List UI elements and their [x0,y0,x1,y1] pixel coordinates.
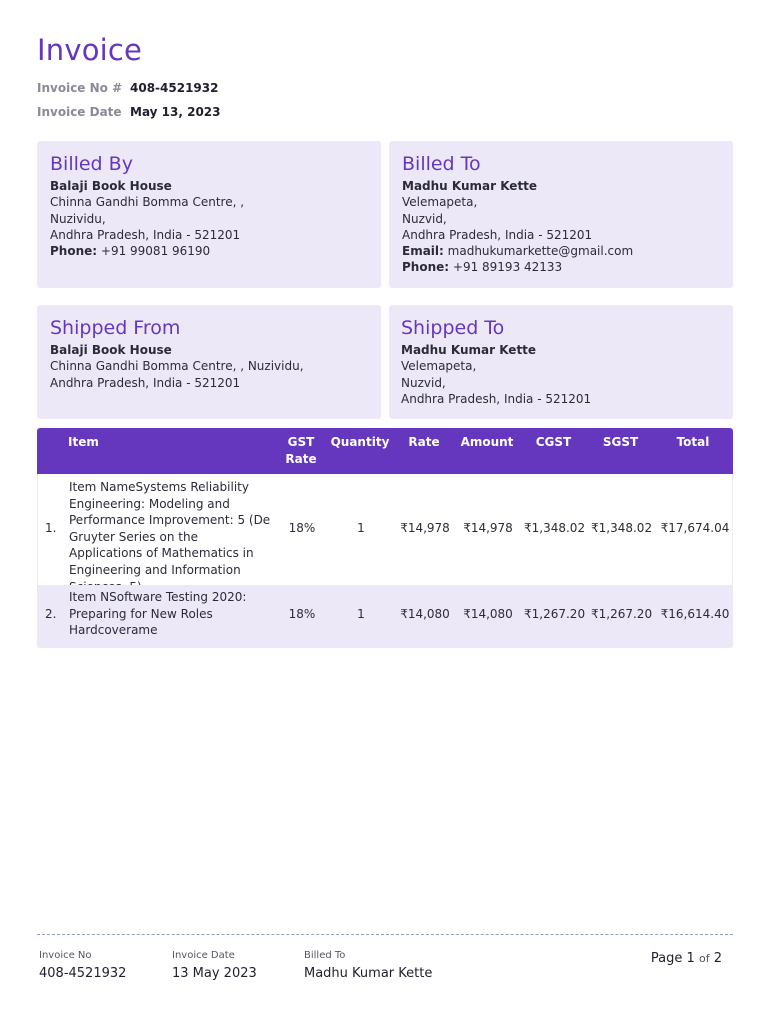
invoice-date-value: May 13, 2023 [130,105,221,119]
header-item: Item [68,435,99,449]
phone-label: Phone: [402,260,450,275]
table-row [37,585,733,648]
header-gst-rate [281,434,321,468]
header-amount: Amount [460,435,514,449]
row-qty: 1 [357,607,365,621]
header-total: Total [676,435,710,449]
email-label: Email: [402,244,444,259]
table-header [37,428,733,474]
row-sgst: ₹1,348.02 [591,521,653,535]
phone-value: +91 99081 96190 [100,244,211,259]
row-amount: ₹14,080 [463,607,513,621]
table-row [37,474,733,585]
shipped-from-card [37,305,381,419]
page-total: 2 [713,951,722,966]
page-indicator [651,951,722,966]
billed-by-address-line: Nuzividu, [50,211,106,226]
billed-by-heading: Billed By [50,153,133,175]
row-amount: ₹14,978 [463,521,513,535]
email-value: madhukumarkette@gmail.com [447,244,634,259]
row-sgst: ₹1,267.20 [591,607,653,621]
items-table [37,428,733,648]
shipped-from-address-line: Chinna Gandhi Bomma Centre, , Nuzividu, [50,359,304,374]
footer-value: 13 May 2023 [172,966,257,981]
shipped-from-heading: Shipped From [50,317,181,339]
header-gst-line: GST [287,435,315,449]
shipped-from-name: Balaji Book House [50,343,172,357]
footer-label: Billed To [304,950,346,961]
row-total: ₹17,674.04 [660,521,730,535]
billed-to-heading: Billed To [402,153,481,175]
invoice-date-label: Invoice Date [37,105,122,119]
billed-to-email [402,243,720,259]
header-rate: Rate [408,435,440,449]
shipped-from-address-line: Andhra Pradesh, India - 521201 [50,375,241,390]
shipped-to-address-line: Velemapeta, [401,359,477,374]
phone-label: Phone: [50,244,98,259]
row-number: 1. [45,521,57,535]
header-sgst: SGST [602,435,639,449]
row-gst: 18% [288,521,316,535]
header-gst-line: Rate [285,452,317,466]
billed-by-phone [50,243,368,259]
shipped-to-heading: Shipped To [401,317,505,339]
footer-label: Invoice Date [172,950,235,961]
page-of: of [698,952,710,965]
footer-value: Madhu Kumar Kette [304,966,433,981]
row-total: ₹16,614.40 [660,607,730,621]
row-rate: ₹14,080 [400,607,450,621]
shipped-to-name: Madhu Kumar Kette [401,343,537,357]
billed-to-address-line: Andhra Pradesh, India - 521201 [402,227,593,242]
billed-to-card [389,141,733,288]
row-number: 2. [45,607,57,621]
invoice-title: Invoice [37,33,143,67]
billed-by-name: Balaji Book House [50,179,172,193]
row-item: Item NSoftware Testing 2020: Preparing for New Roles Hardcoverame [69,590,247,638]
shipped-to-card [389,305,733,419]
footer-billed-to [304,950,432,981]
invoice-number-value: 408-4521932 [130,81,219,95]
billed-to-name: Madhu Kumar Kette [402,179,538,193]
page-label: Page [650,951,683,966]
phone-value: +91 89193 42133 [452,260,563,275]
billed-by-card [37,141,381,288]
row-item: Item NameSystems Reliability Engineering: Modeling and Performance Improvement: 5 (De Gruyter Series on the Applications of Mathematics in Engineering and Information [69,480,271,577]
header-cgst: CGST [535,435,572,449]
footer-invoice-number [39,950,126,981]
footer-divider [37,934,733,935]
row-cgst: ₹1,267.20 [524,607,586,621]
footer-invoice-date [172,950,257,981]
row-rate: ₹14,978 [400,521,450,535]
billed-to-phone [402,259,720,275]
shipped-to-address-line: Nuzvid, [401,375,446,390]
billed-by-address-line: Chinna Gandhi Bomma Centre, , [50,195,245,210]
footer-value: 408-4521932 [39,966,127,981]
shipped-to-address-line: Andhra Pradesh, India - 521201 [401,391,592,406]
row-cgst: ₹1,348.02 [524,521,586,535]
page-current: 1 [686,951,695,966]
billed-to-address-line: Velemapeta, [402,195,478,210]
invoice-number-label: Invoice No # [37,81,123,95]
billed-to-address-line: Nuzvid, [402,211,447,226]
header-quantity: Quantity [330,435,390,449]
row-gst: 18% [288,607,316,621]
billed-by-address-line: Andhra Pradesh, India - 521201 [50,227,241,242]
footer-label: Invoice No [39,950,92,961]
row-qty: 1 [357,521,365,535]
